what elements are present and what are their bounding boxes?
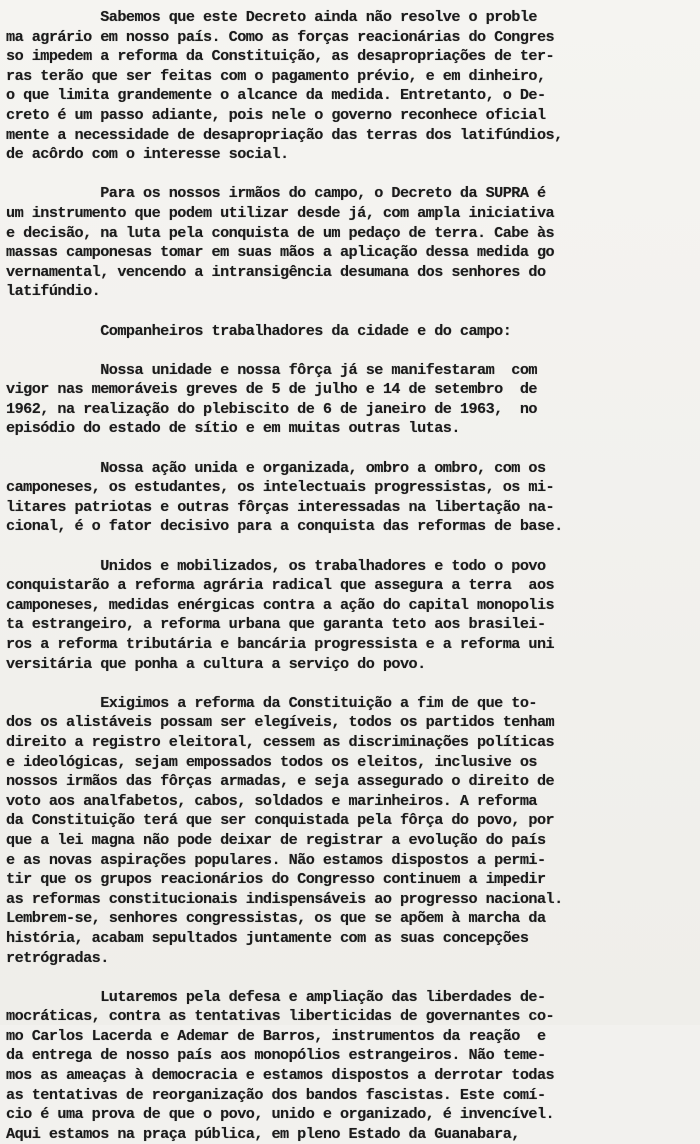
text-line: direito a registro eleitoral, cessem as discriminações políticas	[6, 732, 555, 751]
paragraph-gap	[6, 537, 694, 557]
text-line: voto aos analfabetos, cabos, soldados e marinheiros. A reforma	[6, 791, 537, 810]
paragraph-p2	[6, 184, 694, 302]
paragraph-gap	[6, 674, 694, 694]
text-line: mo Carlos Lacerda e Ademar de Barros, instrumentos da reação e	[6, 1026, 546, 1045]
text-line: história, acabam sepultados juntamente com as suas concepções	[6, 928, 529, 947]
text-line: o que limita grandemente o alcance da medida. Entretanto, o De-	[6, 86, 546, 105]
paragraph-p1	[6, 8, 694, 165]
text-line: ma agrário em nosso país. Como as forças reacionárias do Congres	[6, 27, 555, 46]
text-line: cional, é o fator decisivo para a conquista das reformas de base.	[6, 517, 563, 536]
text-line: creto é um passo adiante, pois nele o governo reconhece oficial	[6, 105, 546, 124]
text-line: um instrumento que podem utilizar desde já, com ampla iniciativa	[6, 203, 555, 222]
text-line: ros a reforma tributária e bancária progressista e a reforma uni	[6, 635, 555, 653]
paragraph-p3	[6, 322, 694, 342]
text-line: vernamental, vencendo a intransigência desumana dos senhores do	[6, 262, 546, 281]
document-body	[6, 8, 694, 1144]
text-line: 1962, na realização do plebiscito de 6 de janeiro de 1963, no	[6, 399, 537, 418]
paragraph-gap	[6, 165, 694, 185]
text-line: e decisão, na luta pela conquista de um pedaço de terra. Cabe às	[6, 223, 555, 242]
text-line: Lembrem-se, senhores congressistas, os que se apõem à marcha da	[6, 909, 546, 928]
paragraph-gap	[6, 439, 694, 459]
text-line: mos as ameaças à democracia e estamos dispostos a derrotar todas	[6, 1066, 555, 1085]
paragraph-p7	[6, 694, 694, 968]
paragraph-p5	[6, 459, 694, 537]
paragraph-gap	[6, 302, 694, 322]
text-line: ras terão que ser feitas com o pagamento prévio, e em dinheiro,	[6, 66, 546, 85]
text-line: Nossa unidade e nossa fôrça já se manifestaram com	[6, 360, 537, 379]
text-line: episódio do estado de sítio e em muitas outras lutas.	[6, 419, 460, 438]
paragraph-gap	[6, 968, 694, 988]
text-line: cio é uma prova de que o povo, unido e organizado, é invencível.	[6, 1105, 555, 1124]
text-line: as tentativas de reorganização dos bandos fascistas. Este comí-	[6, 1085, 546, 1104]
text-line: tir que os grupos reacionários do Congresso continuem a impedir	[6, 870, 546, 889]
paragraph-p6	[6, 557, 694, 675]
text-line: massas camponesas tomar em suas mãos a aplicação dessa medida go	[6, 243, 555, 262]
text-line: litares patriotas e outras fôrças interessadas na libertação na-	[6, 497, 555, 516]
paragraph-gap	[6, 341, 694, 361]
text-line: dos os alistáveis possam ser elegíveis, todos os partidos tenham	[6, 713, 555, 732]
text-line: Aqui estamos na praça pública, em pleno Estado da Guanabara,	[6, 1124, 520, 1143]
text-line: ta estrangeiro, a reforma urbana que garanta teto aos brasilei-	[6, 615, 546, 634]
text-line: camponeses, os estudantes, os intelectuais progressistas, os mi-	[6, 478, 555, 497]
text-line: de acôrdo com o interesse social.	[6, 145, 289, 164]
text-line: mocráticas, contra as tentativas liberticidas de governantes co-	[6, 1007, 555, 1026]
text-line: e ideológicas, sejam empossados todos os eleitos, inclusive os	[6, 752, 537, 771]
paragraph-p8	[6, 988, 694, 1144]
text-line: da entrega de nosso país aos monopólios estrangeiros. Não teme-	[6, 1046, 546, 1065]
text-line: Exigimos a reforma da Constituição a fim de que to-	[6, 693, 537, 712]
text-line: latifúndio.	[6, 282, 101, 301]
text-line: mente a necessidade de desapropriação das terras dos latifúndios,	[6, 125, 563, 144]
text-line: Para os nossos irmãos do campo, o Decreto da SUPRA é	[6, 184, 546, 203]
text-line: vigor nas memoráveis greves de 5 de julho e 14 de setembro de	[6, 380, 537, 399]
text-line: retrógradas.	[6, 948, 109, 967]
text-line: e as novas aspirações populares. Não estamos dispostos a permi-	[6, 850, 546, 869]
text-line: nossos irmãos das fôrças armadas, e seja assegurado o direito de	[6, 772, 555, 791]
text-line: so impedem a reforma da Constituição, as desapropriações de ter-	[6, 47, 555, 66]
text-line: conquistarão a reforma agrária radical que assegura a terra aos	[6, 576, 555, 595]
text-line: Sabemos que este Decreto ainda não resolve o proble	[6, 8, 537, 26]
text-line: versitária que ponha a cultura a serviço do povo.	[6, 654, 426, 673]
text-line: Unidos e mobilizados, os trabalhadores e todo o povo	[6, 556, 546, 575]
text-line: que a lei magna não pode deixar de registrar a evolução do país	[6, 830, 546, 849]
paragraph-p4	[6, 361, 694, 439]
text-line: Nossa ação unida e organizada, ombro a ombro, com os	[6, 458, 546, 477]
text-line: camponeses, medidas enérgicas contra a ação do capital monopolis	[6, 595, 555, 614]
text-line: Companheiros trabalhadores da cidade e do campo:	[6, 321, 512, 340]
text-line: da Constituição terá que ser conquistada pela fôrça do povo, por	[6, 811, 555, 830]
text-line: Lutaremos pela defesa e ampliação das liberdades de-	[6, 987, 546, 1006]
text-line: as reformas constitucionais indispensáveis ao progresso nacional.	[6, 889, 563, 908]
